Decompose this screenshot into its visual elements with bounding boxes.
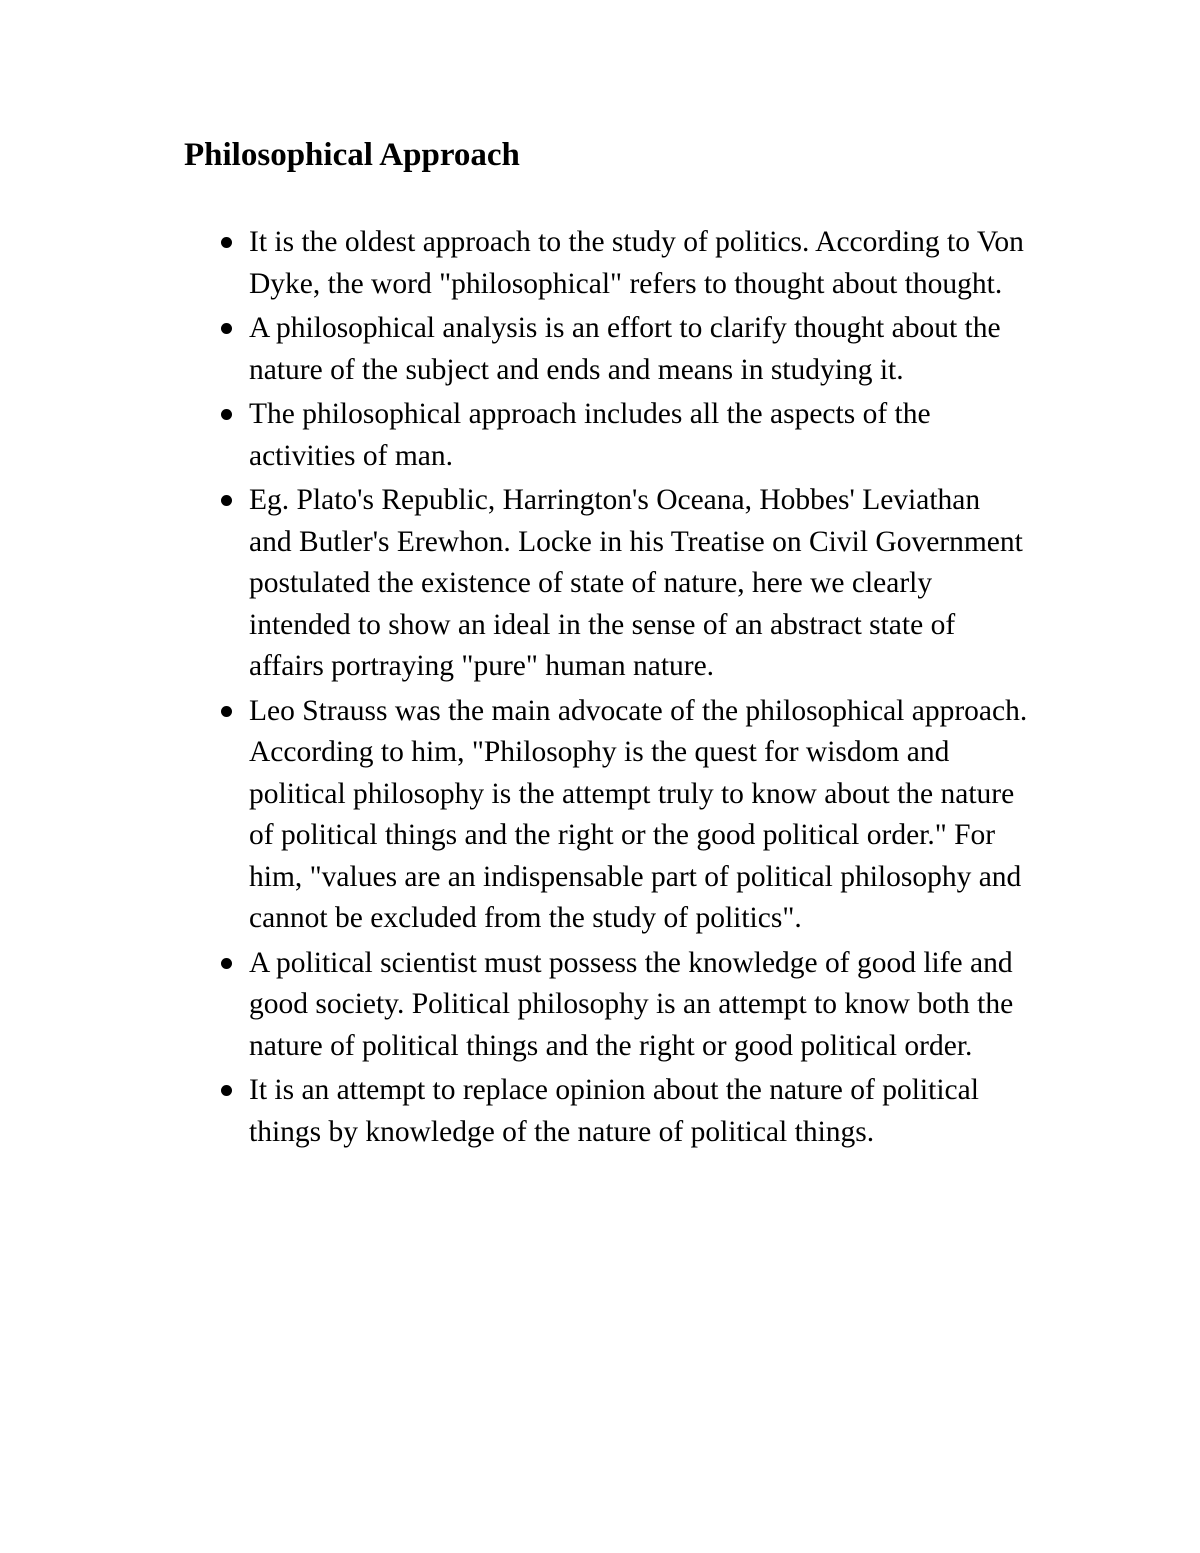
list-item — [0, 480, 1029, 688]
bullet-text: Eg. Plato's Republic, Harrington's Oceana, Hobbes' Leviathan and Butler's Erewhon. Locke in his Treatise on Civil Government postulated the existence of state of nature, here we clearly intended to show an ideal in the sense of an abstract state of affairs portraying "pure" human nature. — [249, 484, 1023, 682]
bullet-text: Leo Strauss was the main advocate of the philosophical approach. According to him, "Philosophy is the quest for wisdom and political philosophy is the attempt truly to know about the nature of political things and the right or the good political order." For him, "values are an indispensable part of political philosophy and cannot be excluded from the study of politics". — [249, 694, 1028, 934]
bullet-text: It is an attempt to replace opinion about the nature of political things by knowledge of the nature of political things. — [249, 1074, 979, 1148]
list-item — [0, 394, 1029, 477]
bullet-icon — [221, 1085, 232, 1096]
bullet-list — [0, 222, 1200, 1156]
list-item — [0, 1070, 1029, 1153]
bullet-text: A philosophical analysis is an effort to clarify thought about the nature of the subject and ends and means in studying it. — [249, 312, 1001, 386]
list-item — [0, 308, 1029, 391]
list-item — [0, 943, 1029, 1068]
bullet-icon — [221, 323, 232, 334]
bullet-icon — [221, 706, 232, 717]
bullet-text: The philosophical approach includes all the aspects of the activities of man. — [249, 398, 931, 472]
page-title: Philosophical Approach — [184, 137, 520, 173]
bullet-icon — [221, 409, 232, 420]
bullet-icon — [221, 237, 232, 248]
list-item — [0, 222, 1029, 305]
bullet-icon — [221, 958, 232, 969]
bullet-text: A political scientist must possess the knowledge of good life and good society. Political philosophy is an attempt to know both the nature of political things and the right or good political order. — [249, 946, 1014, 1062]
bullet-icon — [221, 495, 232, 506]
list-item — [0, 691, 1029, 940]
bullet-text: It is the oldest approach to the study of politics. According to Von Dyke, the word "philosophical" refers to thought about thought. — [249, 226, 1024, 300]
